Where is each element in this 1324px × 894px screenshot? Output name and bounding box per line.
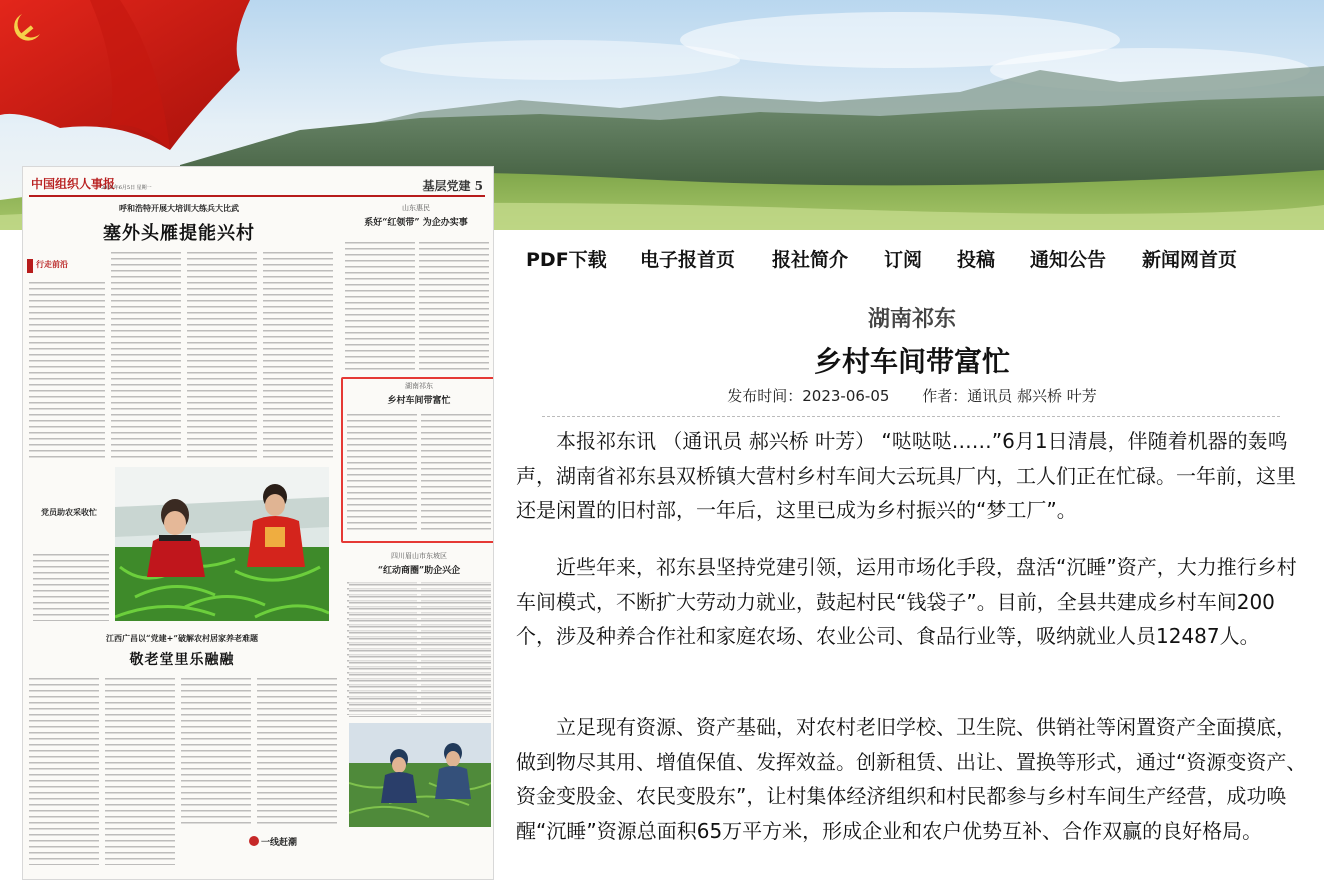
text-column: [105, 675, 175, 865]
story5-kicker: 江西广昌以“党建+”破解农村居家养老难题: [106, 633, 258, 643]
text-column: [257, 675, 337, 825]
story1-title: 塞外头雁提能兴村: [103, 223, 255, 244]
story4-title: “红动商圈”助企兴企: [377, 566, 461, 576]
text-column: [421, 411, 491, 533]
text-column: [111, 249, 181, 459]
story1-kicker: 呼和浩特开展大培训大练兵大比武: [119, 203, 239, 213]
story2-kicker: 山东惠民: [402, 204, 430, 212]
author-info: [922, 387, 1097, 405]
story3-title: 乡村车间带富忙: [387, 396, 451, 406]
story3-kicker: 湖南祁东: [405, 382, 433, 390]
text-column: [419, 239, 489, 371]
nav-about[interactable]: 报社简介: [772, 249, 849, 271]
nav-news-home[interactable]: 新闻网首页: [1142, 249, 1238, 271]
title-divider: [542, 416, 1280, 417]
photo-image: [115, 467, 329, 621]
story5-title: 敬老堂里乐融融: [129, 652, 235, 668]
text-column: [349, 581, 491, 717]
nav-notices[interactable]: 通知公告: [1030, 249, 1107, 271]
author-label: 作者：: [922, 387, 968, 405]
photo1-caption: 党员助农采收忙: [41, 507, 97, 517]
article-paragraph: 近些年来，祁东县坚持党建引领，运用市场化手段，盘活“沉睡”资产，大力推行乡村车间模式，不断扩大劳动力就业，鼓起村民“钱袋子”。目前，全县共建成乡村车间200个，涉及种养合作社和家庭农场、农业公司、食品行业等，吸纳就业人员12487人。: [516, 555, 1297, 648]
publish-info: [727, 387, 889, 405]
newspaper-section: 基层党建 5: [422, 179, 483, 193]
publish-label: 发布时间：: [727, 387, 803, 405]
nav-submit[interactable]: 投稿: [957, 249, 996, 271]
author-name: 通讯员 郝兴桥 叶芳: [967, 387, 1097, 405]
text-column: [263, 249, 333, 459]
newspaper-masthead: [29, 173, 485, 197]
news-photo-farmers: [115, 467, 329, 621]
newspaper-page-image[interactable]: [22, 166, 494, 880]
photo-image: [349, 723, 491, 827]
top-navigation: [516, 245, 1316, 275]
article-meta: [516, 385, 1308, 406]
nav-subscribe[interactable]: 订阅: [884, 249, 923, 271]
text-column: [33, 551, 109, 621]
text-column: [29, 675, 99, 865]
text-column: [187, 249, 257, 459]
footer-dot-icon: [249, 836, 259, 846]
text-column: [29, 279, 105, 459]
column-tag: 行走前沿: [27, 259, 106, 273]
text-column: [345, 239, 415, 371]
story4-kicker: 四川眉山市东坡区: [391, 552, 447, 560]
text-column: [181, 675, 251, 825]
article-title: 乡村车间带富忙: [813, 345, 1010, 378]
article-kicker: 湖南祁东: [867, 307, 956, 332]
publish-date: 2023-06-05: [802, 387, 890, 405]
footer-column-tag: 一线赶潮: [261, 838, 298, 848]
article-paragraph: 立足现有资源、资产基础，对农村老旧学校、卫生院、供销社等闲置资产全面摸底，做到物尽其用、增值保值、发挥效益。创新租赁、出让、置换等形式，通过“资源变资产、资金变股金、农民变股东”，让村集体经济组织和村民都参与乡村车间生产经营，成功唤醒“沉睡”资源总面积65万平方米，形成企业和农户优势互补、合作双赢的良好格局。: [516, 715, 1307, 843]
text-column: [347, 411, 417, 533]
nav-epaper-home[interactable]: 电子报首页: [640, 249, 736, 271]
article-paragraph: 本报祁东讯 （通讯员 郝兴桥 叶芳） “哒哒哒……”6月1日清晨，伴随着机器的轰鸣声，湖南省祁东县双桥镇大营村乡村车间大云玩具厂内，工人们正在忙碌。一年前，这里还是闲置的旧村部，一年后，这里已成为乡村振兴的“梦工厂”。: [516, 429, 1296, 522]
nav-pdf-download[interactable]: PDF下载: [526, 249, 607, 271]
story2-title: 系好“红领带” 为企办实事: [364, 218, 468, 228]
newspaper-date: 2023年6月5日 星期一: [101, 185, 152, 191]
newspaper-logo: 中国组织人事报: [31, 177, 116, 191]
news-photo-field: [349, 723, 491, 827]
